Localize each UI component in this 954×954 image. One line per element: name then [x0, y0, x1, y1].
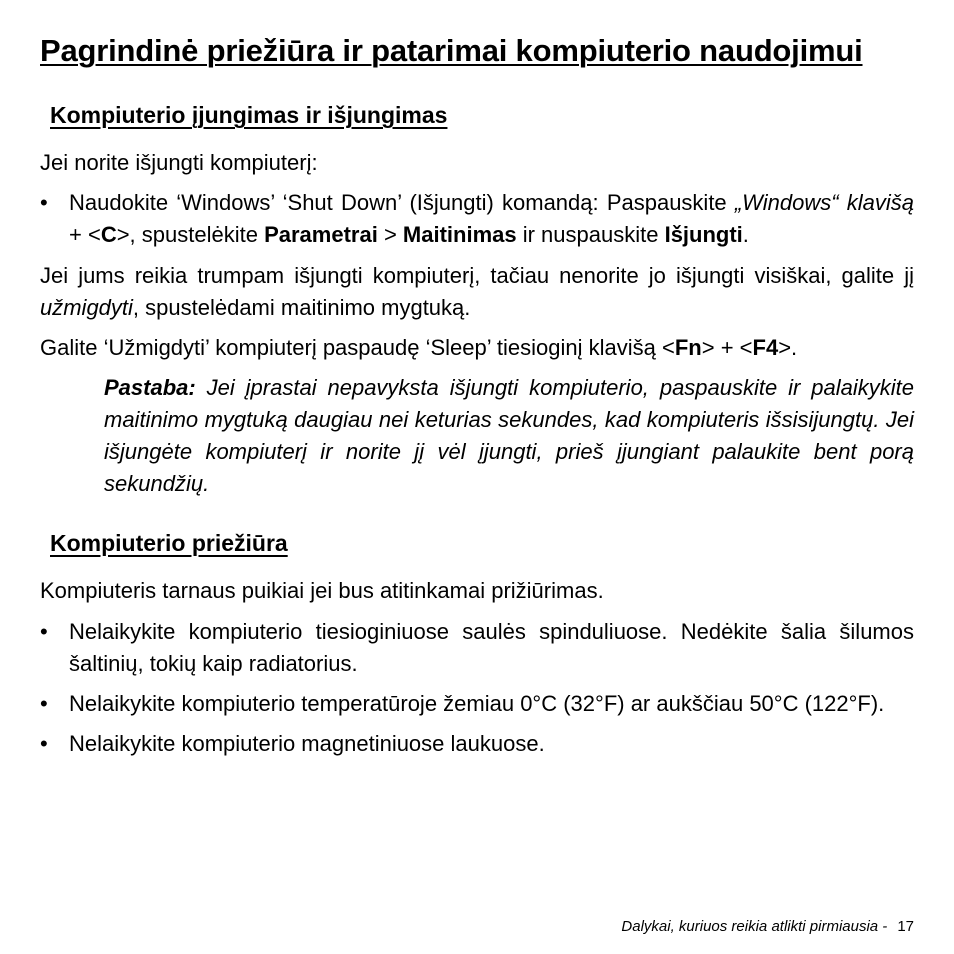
- note-label: Pastaba:: [104, 375, 196, 400]
- bullet-icon: •: [40, 731, 48, 756]
- bullet-icon: •: [40, 619, 48, 644]
- page-number: 17: [897, 918, 914, 935]
- section-heading-power: Kompiuterio įjungimas ir išjungimas: [50, 102, 448, 128]
- note: Pastaba: Jei įprastai nepavyksta išjungti kompiuterio, paspauskite ir palaikykite maitinimo mygtuką daugiau nei keturias sekundes, kad kompiuteris išsisijungtų. Jei išjungėte kompiuterį ir norite jį vėl įjungti, prieš įjungiant palaukite bent porą sekundžių.: [104, 375, 914, 496]
- power-bullet-list: [40, 187, 914, 251]
- list-item: • Nelaikykite kompiuterio temperatūroje žemiau 0°C (32°F) ar aukščiau 50°C (122°F).: [40, 688, 914, 720]
- list-item: • Nelaikykite kompiuterio tiesioginiuose saulės spinduliuose. Nedėkite šalia šilumos šaltinių, tokių kaip radiatorius.: [40, 616, 914, 680]
- page-content: [40, 33, 914, 760]
- bullet-icon: •: [40, 691, 48, 716]
- list-item: • Nelaikykite kompiuterio magnetiniuose laukuose.: [40, 728, 914, 760]
- care-bullet-list: [40, 616, 914, 760]
- footer-chapter: Dalykai, kuriuos reikia atlikti pirmiausia -: [621, 918, 888, 935]
- sleep-paragraph: Jei jums reikia trumpam išjungti kompiuterį, tačiau nenorite jo išjungti visiškai, galite jį užmigdyti, spustelėdami maitinimo mygtuką.: [40, 263, 914, 320]
- care-intro: Kompiuteris tarnaus puikiai jei bus atitinkamai prižiūrimas.: [40, 578, 604, 603]
- power-intro: Jei norite išjungti kompiuterį:: [40, 150, 318, 175]
- page-footer: [621, 917, 914, 937]
- sleep-hotkey-paragraph: Galite ‘Užmigdyti’ kompiuterį paspaudę ‘Sleep’ tiesioginį klavišą <Fn> + <F4>.: [40, 335, 798, 360]
- page-title: Pagrindinė priežiūra ir patarimai kompiuterio naudojimui: [40, 33, 863, 68]
- section-heading-care: Kompiuterio priežiūra: [50, 530, 288, 556]
- bullet-icon: •: [40, 190, 48, 215]
- list-item: • Naudokite ‘Windows’ ‘Shut Down’ (Išjungti) komandą: Paspauskite „Windows“ klavišą + <C>, spustelėkite Parametrai > Maitinimas ir nuspauskite Išjungti.: [40, 187, 914, 251]
